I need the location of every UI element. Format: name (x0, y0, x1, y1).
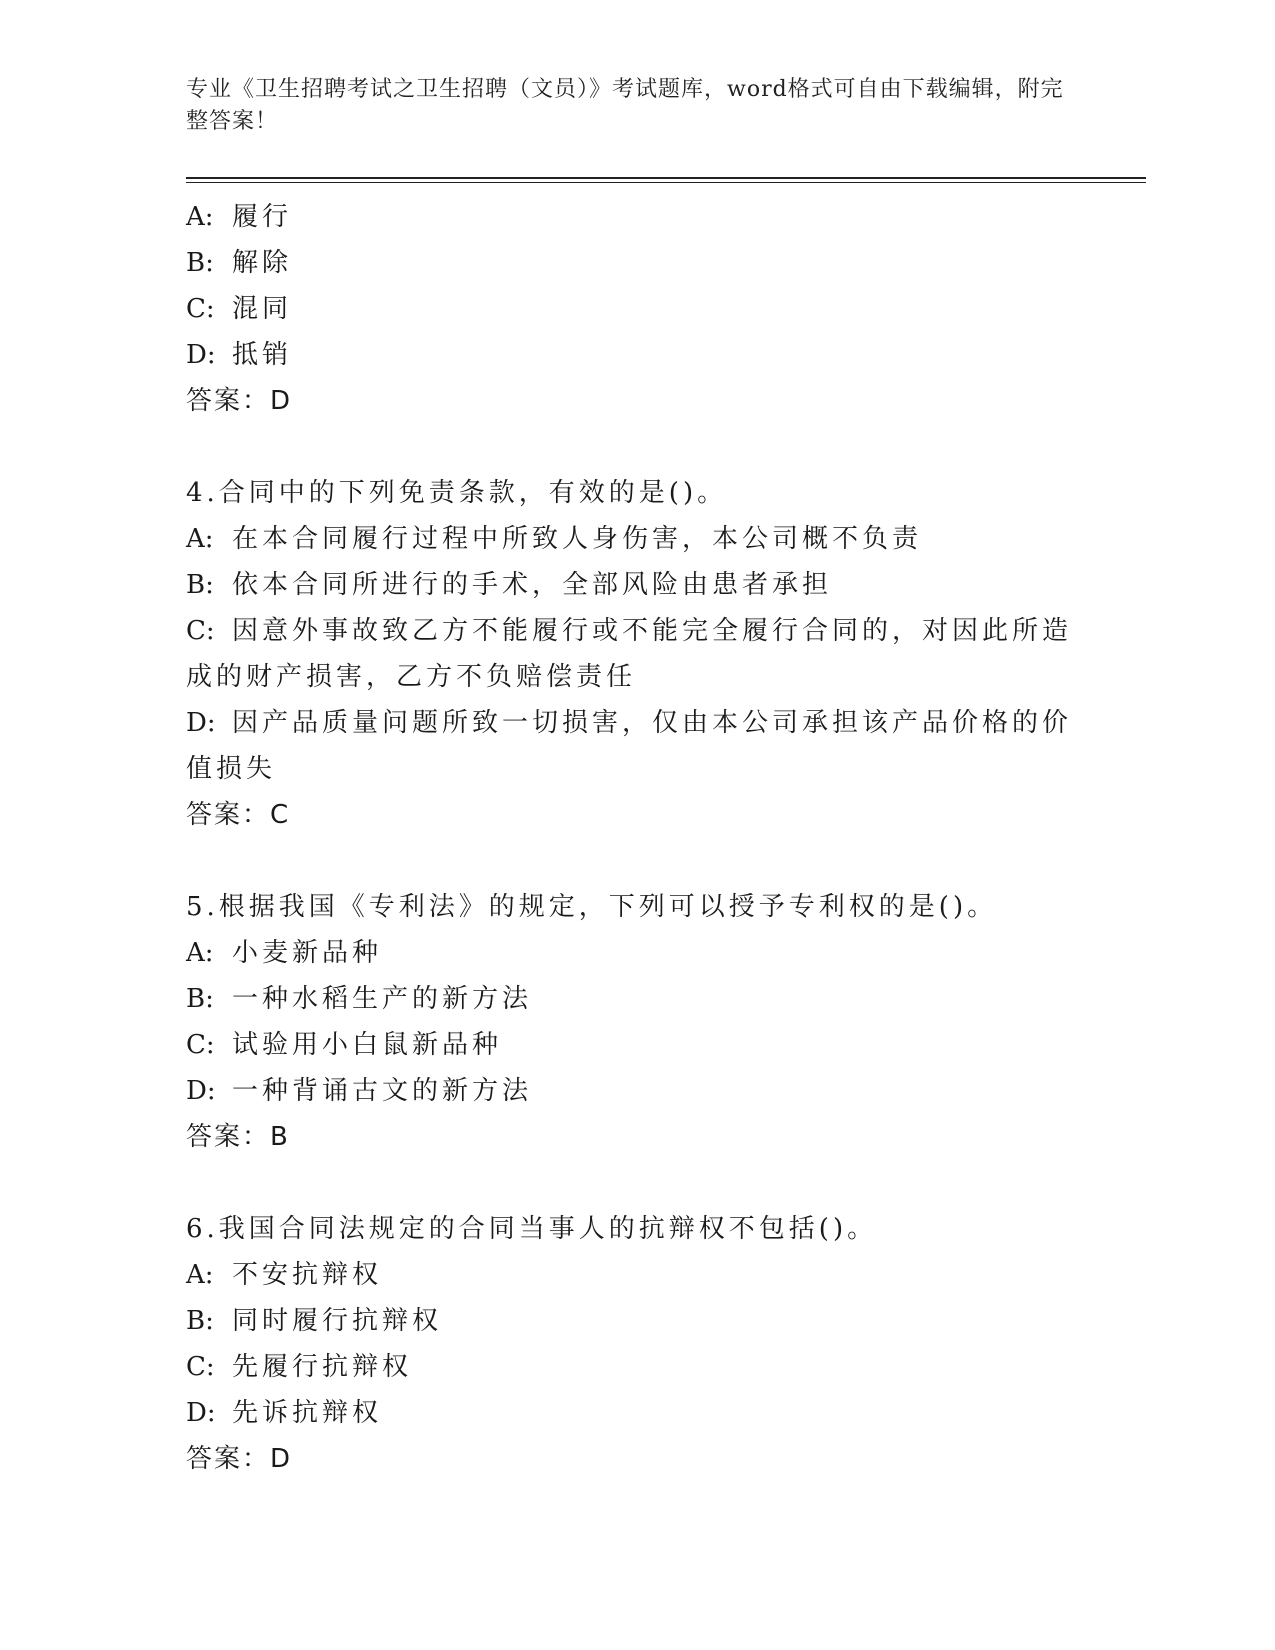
option-text: 试验用小白鼠新品种 (232, 1030, 503, 1060)
answer: 答案：C (186, 800, 291, 830)
question-stem: 4.合同中的下列免责条款，有效的是()。 (186, 478, 728, 508)
option-a (186, 930, 1086, 976)
option-key: A: (186, 202, 214, 232)
option-text: 一种背诵古文的新方法 (232, 1076, 533, 1106)
option-c (186, 608, 1076, 700)
question-list (186, 194, 1086, 1482)
document-header: 专业《卫生招聘考试之卫生招聘（文员）》考试题库，word格式可自由下载编辑，附完整答案！ (186, 77, 1064, 134)
option-text: 履行 (232, 202, 293, 232)
option-text: 抵销 (232, 340, 293, 370)
option-key: C: (186, 294, 215, 324)
option-key: D: (186, 1076, 216, 1106)
option-key: D: (186, 1398, 216, 1428)
option-key: B: (186, 1306, 214, 1336)
option-b (186, 1298, 1086, 1344)
option-d (186, 700, 1076, 792)
option-text: 因产品质量问题所致一切损害，仅由本公司承担该产品价格的价值损失 (186, 708, 1073, 784)
option-text: 混同 (232, 294, 293, 324)
option-b (186, 562, 1086, 608)
option-key: C: (186, 616, 215, 646)
option-b (186, 240, 1086, 286)
option-key: C: (186, 1030, 215, 1060)
option-a (186, 516, 1086, 562)
answer: 答案：D (186, 386, 293, 416)
option-text: 同时履行抗辩权 (232, 1306, 443, 1336)
answer: 答案：B (186, 1122, 290, 1152)
option-text: 先诉抗辩权 (232, 1398, 383, 1428)
header-divider-thin (186, 182, 1146, 183)
option-text: 因意外事故致乙方不能履行或不能完全履行合同的，对因此所造成的财产损害，乙方不负赔偿责任 (186, 616, 1073, 692)
option-key: D: (186, 340, 216, 370)
option-key: B: (186, 984, 214, 1014)
option-text: 先履行抗辩权 (232, 1352, 413, 1382)
question-4 (186, 470, 1086, 838)
option-text: 依本合同所进行的手术，全部风险由患者承担 (232, 570, 833, 600)
question-stem: 5.根据我国《专利法》的规定，下列可以授予专利权的是()。 (186, 892, 998, 922)
option-key: D: (186, 708, 216, 738)
option-d (186, 1068, 1086, 1114)
option-text: 在本合同履行过程中所致人身伤害，本公司概不负责 (232, 524, 923, 554)
spacer (186, 1160, 1086, 1206)
option-key: A: (186, 938, 214, 968)
option-a (186, 1252, 1086, 1298)
option-text: 不安抗辩权 (232, 1260, 383, 1290)
option-d (186, 332, 1086, 378)
question-3 (186, 194, 1086, 424)
option-key: C: (186, 1352, 215, 1382)
option-key: A: (186, 1260, 214, 1290)
option-text: 一种水稻生产的新方法 (232, 984, 533, 1014)
option-c (186, 286, 1086, 332)
option-key: A: (186, 524, 214, 554)
question-5 (186, 884, 1086, 1160)
option-a (186, 194, 1086, 240)
option-key: B: (186, 570, 214, 600)
option-key: B: (186, 248, 214, 278)
question-6 (186, 1206, 1086, 1482)
option-c (186, 1022, 1086, 1068)
option-b (186, 976, 1086, 1022)
option-text: 小麦新品种 (232, 938, 383, 968)
spacer (186, 838, 1086, 884)
answer: 答案：D (186, 1444, 293, 1474)
question-stem: 6.我国合同法规定的合同当事人的抗辩权不包括()。 (186, 1214, 878, 1244)
header-divider-thick (186, 177, 1146, 179)
option-d (186, 1390, 1086, 1436)
spacer (186, 424, 1086, 470)
option-c (186, 1344, 1086, 1390)
option-text: 解除 (232, 248, 293, 278)
